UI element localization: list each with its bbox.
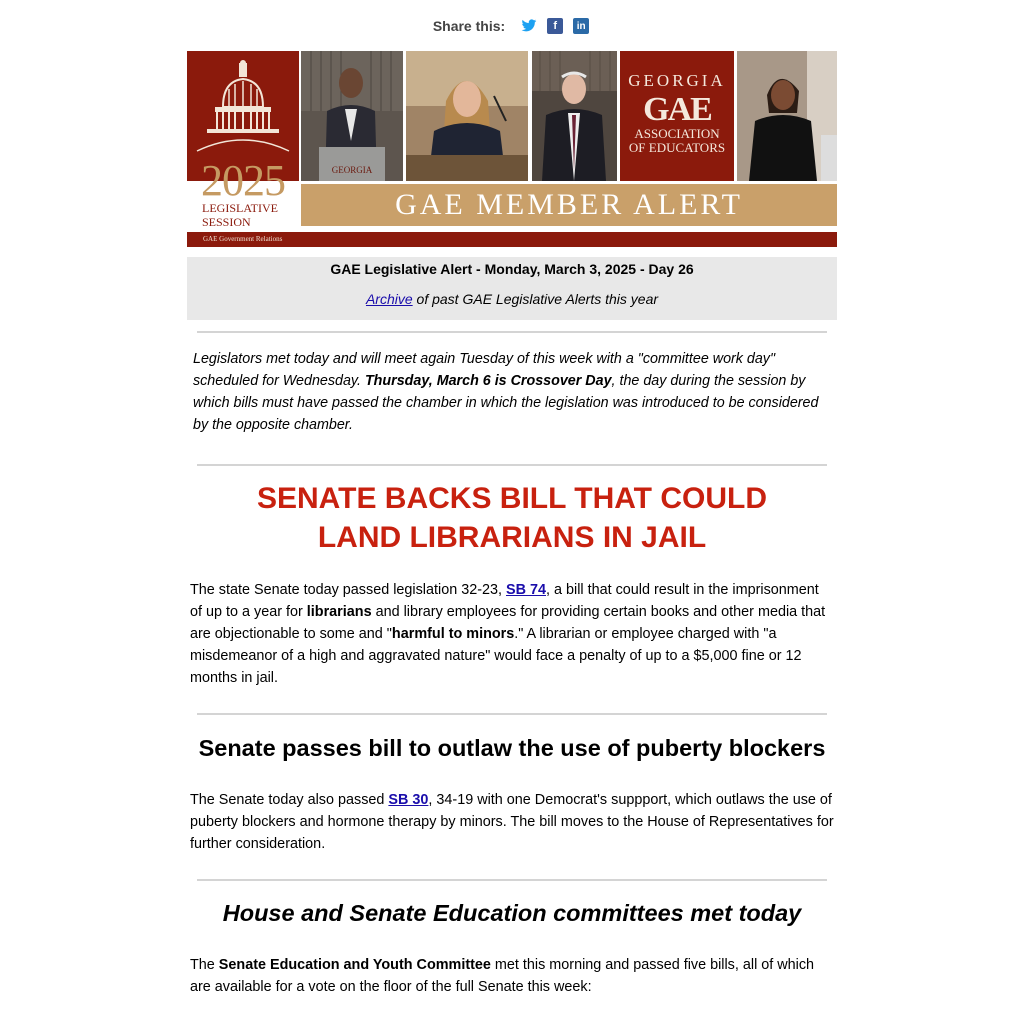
divider (197, 464, 827, 466)
logo-line2: OF EDUCATORS (628, 140, 726, 155)
legislator-elder-image (532, 51, 617, 181)
intro-text-2: , the day during the session by which bills must have passed the chamber in which the legislation was introduced to be considered by the opposite chamber. (193, 373, 819, 433)
gae-logo (620, 51, 734, 181)
logo-state: GEORGIA (628, 71, 726, 90)
section2-text-1: The Senate today also passed (190, 792, 389, 808)
share-bar (0, 18, 1024, 34)
section3-body (190, 954, 834, 998)
banner-footer: GAE Government Relations (187, 232, 837, 247)
linkedin-icon[interactable]: in (573, 18, 589, 34)
section3-text-1: The (190, 957, 219, 973)
intro-paragraph (193, 348, 833, 436)
sb74-link[interactable]: SB 74 (506, 582, 547, 598)
twitter-icon[interactable] (521, 18, 537, 34)
section1-text-2: , a bill that could result in the imprisonment of up to a year for (190, 582, 819, 620)
legislator-photo-2 (406, 51, 528, 181)
section1-headline (187, 479, 837, 557)
section1-headline-line2: LAND LIBRARIANS IN JAIL (317, 521, 707, 554)
logo-line1: ASSOCIATION (634, 126, 720, 141)
section1-text-1: The state Senate today passed legislation 32-23, (190, 582, 507, 598)
archive-text: of past GAE Legislative Alerts this year (412, 291, 659, 307)
podium-label: GEORGIA (331, 165, 373, 175)
session-label (202, 201, 278, 229)
share-label: Share this: (432, 18, 506, 34)
divider (197, 713, 827, 715)
section1-body (190, 579, 834, 689)
legislator-speaking-image (301, 51, 403, 181)
facebook-icon[interactable]: f (547, 18, 563, 34)
librarians-bold: librarians (306, 604, 372, 620)
senate-committee-bold: Senate Education and Youth Committee (218, 957, 491, 973)
header-banner (187, 51, 837, 247)
legislator-woman-image (737, 51, 837, 181)
session-year: 2025 (201, 156, 285, 205)
divider (197, 331, 827, 333)
section2-body (190, 789, 834, 855)
section1-text-3: and library employees for providing certain books and other media that are objectionable to some and " (190, 604, 826, 642)
legislator-photo-3 (532, 51, 617, 181)
alert-title: GAE Legislative Alert - Monday, March 3, 2025 - Day 26 (330, 261, 694, 277)
intro-text-1: Legislators met today and will meet again Tuesday of this week with a "committee work day" scheduled for Wednesday. (193, 351, 776, 389)
archive-line (187, 291, 837, 307)
capitol-dome-icon (193, 59, 293, 159)
section1-text-4: ." A librarian or employee charged with "a misdemeanor of a high and aggravated nature" would face a penalty of up to a $5,000 fine or 12 months in jail. (190, 626, 802, 686)
section3-text-2: met this morning and passed five bills, all of which are available for a vote on the floor of the full Senate this week: (190, 957, 815, 995)
crossover-day-highlight: Thursday, March 6 is Crossover Day (364, 373, 612, 389)
alert-header-box (187, 257, 837, 320)
legislator-smiling-image (406, 51, 528, 181)
legislator-photo-4 (737, 51, 837, 181)
member-alert-title: GAE MEMBER ALERT (301, 184, 837, 226)
section1-headline-line1: SENATE BACKS BILL THAT COULD (257, 482, 767, 515)
harmful-to-minors-bold: harmful to minors (391, 626, 515, 642)
session-panel (187, 51, 299, 247)
session-label-line1: LEGISLATIVE (202, 201, 278, 215)
section2-text-2: , 34-19 with one Democrat's suppport, which outlaws the use of puberty blockers and hormone therapy by minors. The bill moves to the House of Representatives for further consideration. (190, 792, 834, 852)
section3-headline: House and Senate Education committees met today (222, 900, 802, 926)
archive-link[interactable]: Archive (365, 291, 413, 307)
sb30-link[interactable]: SB 30 (388, 792, 429, 808)
section2-headline: Senate passes bill to outlaw the use of puberty blockers (198, 735, 826, 761)
session-label-line2: SESSION (202, 215, 251, 229)
logo-mark: GAE (643, 91, 711, 128)
divider (197, 879, 827, 881)
legislator-photo-1 (301, 51, 403, 181)
